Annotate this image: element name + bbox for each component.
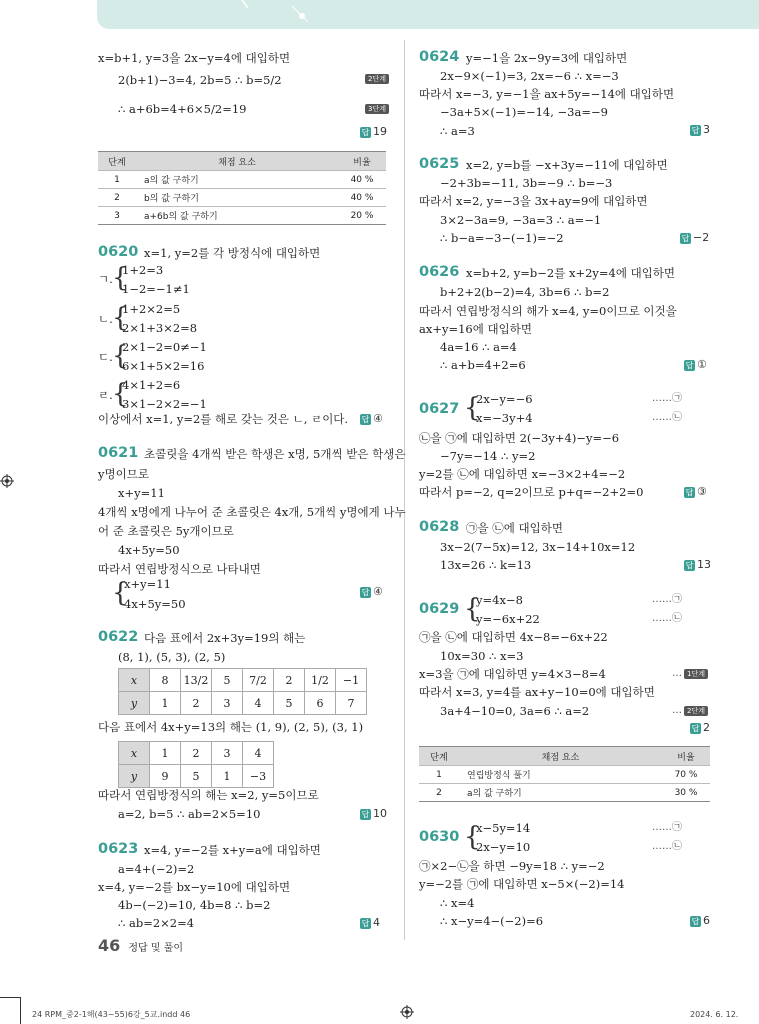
- text: ∴ x=4: [440, 896, 475, 910]
- print-date: 2024. 6. 12.: [690, 1010, 739, 1019]
- eq: 3×1−2×2=−1: [122, 397, 207, 411]
- answer-icon: 답: [361, 414, 370, 424]
- intro-line-1: x=b+1, y=3을 2x−y=4에 대입하면: [98, 51, 291, 65]
- text: ∴ a+b=4+2=6: [440, 358, 526, 372]
- text: b+2+2(b−2)=4, 3b=6 ∴ b=2: [440, 285, 610, 299]
- text: 3a+4−10=0, 3a=6 ∴ a=2: [440, 704, 590, 718]
- text: a=2, b=5 ∴ ab=2×5=10: [118, 807, 261, 821]
- text: 13x=26 ∴ k=13: [440, 558, 532, 572]
- answer-icon: 답: [361, 127, 370, 137]
- answer-icon: 답: [685, 360, 694, 370]
- text: ㉠을 ㉡에 대입하면: [466, 521, 563, 535]
- answer-icon: 답: [685, 560, 694, 570]
- intro-line-3: ∴ a+6b=4+6×5/2=19: [118, 102, 247, 116]
- text: ∴ x−y=4−(−2)=6: [440, 914, 544, 928]
- text: x=4, y=−2를 bx−y=10에 대입하면: [98, 880, 291, 894]
- text: ∴ ab=2×2=4: [118, 916, 195, 930]
- answer: 답 4: [361, 916, 380, 929]
- problem-number: 0622: [98, 629, 139, 645]
- eq: x−5y=14: [476, 821, 531, 835]
- text: y=−2를 ㉠에 대입하면 x−5×(−2)=14: [419, 877, 625, 891]
- text: ㉠×2−㉡을 하면 −9y=18 ∴ y=−2: [419, 859, 605, 873]
- problem-number: 0624: [419, 49, 460, 65]
- answer: 답 ①: [685, 358, 707, 371]
- answer-icon: 답: [361, 918, 370, 928]
- value-table-1: x 8 13/2 5 7/2 2 1/2 −1 y 1 2 3 4 5 6 7: [118, 668, 367, 715]
- eq: y=−6x+22: [476, 612, 540, 626]
- eq: 2x−y=10: [476, 840, 531, 854]
- text: 따라서 p=−2, q=2이므로 p+q=−2+2=0: [419, 485, 644, 499]
- text: 4a=16 ∴ a=4: [440, 340, 517, 354]
- answer: 답 2: [691, 721, 710, 734]
- text: −3a+5×(−1)=−14, −3a=−9: [440, 105, 608, 119]
- problem-number: 0630: [419, 829, 460, 845]
- answer-icon: 답: [361, 809, 370, 819]
- step-badge: 3단계: [365, 104, 389, 114]
- eq: 2×1−2=0≠−1: [122, 340, 207, 354]
- eq: y=4x−8: [476, 593, 523, 607]
- table-row: 1 a의 값 구하기 40 %: [98, 171, 386, 189]
- text: −2+3b=−11, 3b=−9 ∴ b=−3: [440, 176, 613, 190]
- text: −7y=−14 ∴ y=2: [440, 449, 536, 463]
- text: x=3을 ㉠에 대입하면 y=4×3−8=4: [419, 667, 606, 681]
- text: 4b−(−2)=10, 4b=8 ∴ b=2: [118, 898, 271, 912]
- eq-marker: ……㉡: [652, 841, 682, 852]
- problem-number: 0629: [419, 601, 460, 617]
- text: 10x=30 ∴ x=3: [440, 649, 524, 663]
- problem-text: x=1, y=2를 각 방정식에 대입하면: [144, 246, 321, 260]
- grading-table-2: 단계 채점 요소 비율 1 연립방정식 풀기 70 % 2 a의 값 구하기 30 %: [419, 746, 710, 802]
- problem-number: 0620: [98, 244, 139, 260]
- item-mark: ㄷ.: [98, 350, 113, 364]
- problem-number: 0627: [419, 401, 460, 417]
- text: y명이므로: [98, 467, 149, 481]
- text: 따라서 연립방정식으로 나타내면: [98, 562, 261, 576]
- crop-line: [20, 997, 21, 1024]
- eq: 2x−y=−6: [476, 392, 533, 406]
- eq-marker: ……㉠: [652, 393, 682, 404]
- header-band: [97, 0, 759, 29]
- eq-marker: ……㉡: [652, 613, 682, 624]
- text: 다음 표에서 2x+3y=19의 해는: [144, 631, 306, 645]
- page-number: 46: [98, 936, 121, 955]
- section-label: 정답 및 풀이: [128, 943, 184, 954]
- text: x=4, y=−2를 x+y=a에 대입하면: [144, 843, 321, 857]
- column-divider: [404, 40, 405, 940]
- value-table-2: x 1 2 3 4 y 9 5 1 −3: [118, 741, 274, 788]
- step-badge: 2단계: [365, 74, 389, 84]
- answer: 답 10: [361, 807, 387, 820]
- answer-19: 답 19: [361, 125, 387, 138]
- registration-mark-icon: [400, 1005, 414, 1019]
- eq: 1−2=−1≠1: [122, 282, 190, 296]
- table-row: 2 b의 값 구하기 40 %: [98, 189, 386, 207]
- item-mark: ㄱ.: [98, 272, 113, 286]
- text: 따라서 x=−3, y=−1을 ax+5y=−14에 대입하면: [419, 87, 675, 101]
- text: 다음 표에서 4x+y=13의 해는 (1, 9), (2, 5), (3, 1): [98, 720, 364, 734]
- answer-icon: 답: [361, 587, 370, 597]
- text: 초콜릿을 4개씩 받은 학생은 x명, 5개씩 받은 학생은: [144, 447, 406, 461]
- text: 4x+5y=50: [118, 543, 180, 557]
- table-row: 1 연립방정식 풀기 70 %: [419, 766, 710, 784]
- answer-icon: 답: [681, 233, 690, 243]
- problem-number: 0623: [98, 841, 139, 857]
- crop-line: [0, 997, 20, 998]
- item-mark: ㄹ.: [98, 388, 113, 402]
- text: 따라서 x=2, y=−3을 3x+ay=9에 대입하면: [419, 194, 648, 208]
- eq: x+y=11: [124, 577, 171, 591]
- text: ㉡을 ㉠에 대입하면 2(−3y+4)−y=−6: [419, 431, 620, 445]
- text: x+y=11: [118, 486, 165, 500]
- text: 3x−2(7−5x)=12, 3x−14+10x=12: [440, 540, 636, 554]
- text: ㉠을 ㉡에 대입하면 4x−8=−6x+22: [419, 630, 608, 644]
- answer-icon: 답: [691, 723, 700, 733]
- text: 3×2−3a=9, −3a=3 ∴ a=−1: [440, 213, 602, 227]
- answer-icon: 답: [685, 487, 694, 497]
- eq: 4x+5y=50: [124, 597, 186, 611]
- problem-number: 0621: [98, 445, 139, 461]
- answer: 답 ④: [361, 412, 383, 425]
- text: y=−1을 2x−9y=3에 대입하면: [466, 51, 628, 65]
- answer: 답 6: [691, 914, 710, 927]
- grading-table-1: 단계 채점 요소 비율 1 a의 값 구하기 40 % 2 b의 값 구하기 40 % 3 a+6b의 값 구하기 20 %: [98, 151, 386, 225]
- eq-marker: ……㉡: [652, 412, 682, 423]
- table-row: 2 a의 값 구하기 30 %: [419, 784, 710, 802]
- text: ∴ b−a=−3−(−1)=−2: [440, 231, 564, 245]
- text: 어 준 초콜릿은 5y개이므로: [98, 524, 234, 538]
- text: a=4+(−2)=2: [118, 862, 195, 876]
- text: ∴ a=3: [440, 124, 475, 138]
- eq: 1+2=3: [122, 263, 164, 277]
- page-footer-label: [98, 936, 183, 955]
- item-mark: ㄴ.: [98, 312, 113, 326]
- text: 따라서 연립방정식의 해가 x=4, y=0이므로 이것을: [419, 304, 677, 318]
- answer: 답 3: [691, 123, 710, 136]
- text: 따라서 연립방정식의 해는 x=2, y=5이므로: [98, 788, 319, 802]
- eq-marker: ……㉠: [652, 822, 682, 833]
- step-badge: 1단계: [684, 669, 708, 679]
- table-row: 3 a+6b의 값 구하기 20 %: [98, 207, 386, 225]
- answer: 답 ④: [361, 585, 383, 598]
- star-decoration-icon: [230, 0, 320, 29]
- eq-marker: ……㉠: [652, 594, 682, 605]
- eq: 4×1+2=6: [122, 378, 181, 392]
- text: 따라서 x=3, y=4를 ax+y−10=0에 대입하면: [419, 685, 655, 699]
- eq: 1+2×2=5: [122, 302, 181, 316]
- conclusion: 이상에서 x=1, y=2를 해로 갖는 것은 ㄴ, ㄹ이다.: [98, 412, 349, 426]
- text: x=2, y=b를 −x+3y=−11에 대입하면: [466, 158, 668, 172]
- text: 2x−9×(−1)=3, 2x=−6 ∴ x=−3: [440, 69, 619, 83]
- problem-number: 0626: [419, 264, 460, 280]
- eq: 2×1+3×2=8: [122, 321, 198, 335]
- step-badge: 2단계: [684, 706, 708, 716]
- problem-number: 0625: [419, 156, 460, 172]
- eq: 6×1+5×2=16: [122, 359, 205, 373]
- text: ax+y=16에 대입하면: [419, 322, 532, 336]
- problem-number: 0628: [419, 519, 460, 535]
- answer: 답 13: [685, 558, 711, 571]
- answer: 답 ③: [685, 485, 707, 498]
- answer-icon: 답: [691, 916, 700, 926]
- answer: 답 −2: [681, 231, 710, 244]
- text: y=2를 ㉡에 대입하면 x=−3×2+4=−2: [419, 467, 626, 481]
- registration-mark-icon: [0, 474, 14, 488]
- answer-icon: 답: [691, 125, 700, 135]
- print-file-name: 24 RPM_중2-1해(43~55)6강_5교.indd 46: [32, 1010, 191, 1019]
- text: (8, 1), (5, 3), (2, 5): [118, 650, 226, 664]
- text: x=b+2, y=b−2를 x+2y=4에 대입하면: [466, 266, 676, 280]
- intro-line-2: 2(b+1)−3=4, 2b=5 ∴ b=5/2: [118, 73, 282, 87]
- text: 4개씩 x명에게 나누어 준 초콜릿은 4x개, 5개씩 y명에게 나누: [98, 505, 406, 519]
- eq: x=−3y+4: [476, 411, 533, 425]
